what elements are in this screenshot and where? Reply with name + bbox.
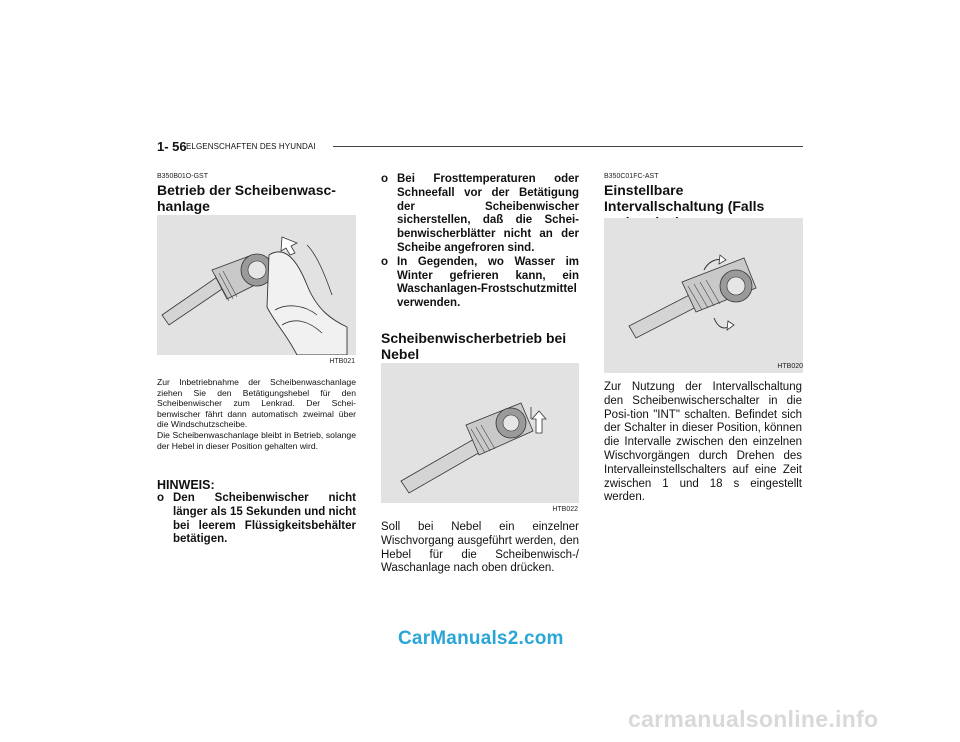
left-section-code: B350B01O-GST <box>157 173 208 180</box>
interval-knob-drawing <box>604 218 803 373</box>
left-section-heading: Betrieb der Scheibenwasc-hanlage <box>157 182 336 214</box>
right-figure-label: HTB020 <box>777 363 803 370</box>
bullet-mark: o <box>381 173 389 185</box>
header-rule <box>333 146 803 147</box>
section-title: ELGENSCHAFTEN DES HYUNDAI <box>186 142 316 151</box>
lever-push-up-drawing <box>381 363 579 503</box>
precaution-text: Bei Frosttemperaturen oder Schneefall vor der Betätigung der Scheibenwischer sicherstellen, daß die Schei-benwischerblätter nicht an der Scheibe angefroren sind. <box>397 173 579 254</box>
lever-pull-drawing <box>157 215 356 355</box>
precaution-item <box>381 173 579 256</box>
washer-lever-illustration <box>157 215 356 355</box>
watermark-carmanualsonline: carmanualsonline.info <box>628 706 879 732</box>
watermark-carmanuals2: CarManuals2.com <box>398 628 564 649</box>
right-section-heading: Einstellbare Intervallschaltung (Falls <box>604 182 765 214</box>
bullet-mark: o <box>157 492 165 504</box>
note-heading: HINWEIS: <box>157 478 215 492</box>
interval-switch-illustration <box>604 218 803 373</box>
precaution-item <box>381 256 579 311</box>
right-section-code: B350C01FC-AST <box>604 173 659 180</box>
left-body-paragraph-1: Zur Inbetriebnahme der Scheibenwaschanlage ziehen Sie den Betätigungshebel für den Scheibenwischer zum Lenkrad. Der Schei-benwischer fährt dann automatisch zweimal über die Windschutzscheibe. <box>157 377 356 430</box>
middle-section-heading: Scheibenwischerbetrieb bei Nebel <box>381 330 567 362</box>
left-figure-label: HTB021 <box>329 358 355 365</box>
fog-wiper-illustration <box>381 363 579 503</box>
precaution-list <box>381 173 579 311</box>
middle-body-text: Soll bei Nebel ein einzelner Wischvorgang ausgeführt werden, den Hebel für die Scheibenwisch-/ Waschanlage nach oben drücken. <box>381 521 579 575</box>
note-item <box>157 492 356 547</box>
precaution-text: In Gegenden, wo Wasser im Winter gefrieren kann, ein Waschanlagen-Frostschutzmittel verwenden. <box>397 255 579 310</box>
bullet-mark: o <box>381 255 389 268</box>
right-body-text: Zur Nutzung der Intervallschaltung den Scheibenwischerschalter in die Posi-tion "INT" schalten. Befindet sich der Schalter in dieser Position, können die Intervalle zwischen den einzelnen Wischvorgängen durch Drehen des Intervalleinstellschalters auf eine Zeit zwischen 1 und 18 s eingestellt werden. <box>604 381 802 504</box>
middle-figure-label: HTB022 <box>552 506 578 513</box>
note-list <box>157 492 356 547</box>
left-body-text <box>157 377 356 451</box>
page-number: 1- 56 <box>157 139 187 154</box>
note-text: Den Scheibenwischer nicht länger als 15 Sekunden und nicht bei leerem Flüssigkeitsbehälter betätigen. <box>173 492 356 546</box>
left-body-paragraph-2: Die Scheibenwaschanlage bleibt in Betrieb, solange der Hebel in dieser Position gehalten wird. <box>157 429 356 451</box>
